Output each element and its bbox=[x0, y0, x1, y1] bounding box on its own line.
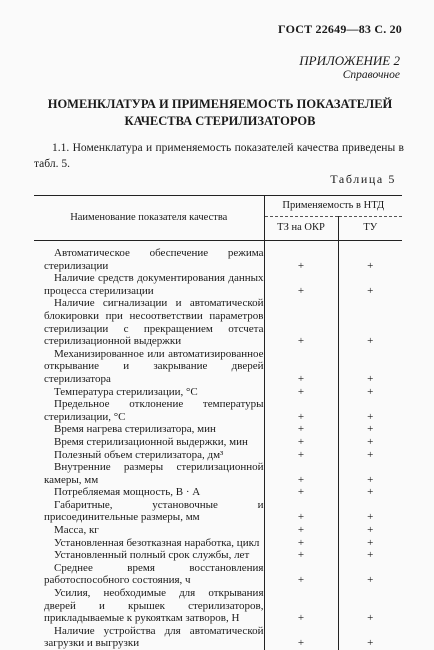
tz-applicability-mark: + bbox=[264, 461, 338, 486]
tu-applicability-mark: + bbox=[338, 524, 402, 537]
document-title-line-2: КАЧЕСТВА СТЕРИЛИЗАТОРОВ bbox=[40, 113, 400, 130]
indicator-name-text: Предельное отклонение температуры стерилизации, °С bbox=[34, 398, 264, 423]
tz-applicability-mark: + bbox=[264, 398, 338, 423]
tu-applicability-mark: + bbox=[338, 562, 402, 587]
table-row bbox=[34, 562, 402, 587]
indicator-name bbox=[34, 499, 264, 524]
indicator-name-text: Время стерилизационной выдержки, мин bbox=[34, 436, 264, 449]
table-row bbox=[34, 423, 402, 436]
table-row bbox=[34, 449, 402, 462]
tz-applicability-mark: + bbox=[264, 436, 338, 449]
indicator-name-text: Потребляемая мощность, В · А bbox=[34, 486, 264, 499]
table-row bbox=[34, 436, 402, 449]
indicator-name-text: Установленная безотказная наработка, цикл bbox=[34, 537, 264, 550]
tz-applicability-mark: + bbox=[264, 486, 338, 499]
indicator-name bbox=[34, 461, 264, 486]
appendix-title: ПРИЛОЖЕНИЕ 2 bbox=[299, 53, 400, 68]
tz-applicability-mark: + bbox=[264, 272, 338, 297]
table-caption: Таблица 5 bbox=[330, 172, 396, 187]
indicator-name-text: Внутренние размеры стерилизационной камеры, мм bbox=[34, 461, 264, 486]
tu-applicability-mark: + bbox=[338, 423, 402, 436]
document-title bbox=[40, 96, 400, 130]
indicator-name-text: Автоматическое обеспечение режима стерилизации bbox=[34, 247, 264, 272]
tu-applicability-mark: + bbox=[338, 348, 402, 386]
tz-applicability-mark: + bbox=[264, 449, 338, 462]
indicator-name bbox=[34, 537, 264, 550]
indicator-name-text: Установленный полный срок службы, лет bbox=[34, 549, 264, 562]
table-row bbox=[34, 348, 402, 386]
indicator-name-text: Наличие устройства для автоматической загрузки и выгрузки bbox=[34, 625, 264, 650]
tu-applicability-mark: + bbox=[338, 587, 402, 625]
tz-applicability-mark: + bbox=[264, 537, 338, 550]
quality-indicators-table bbox=[34, 195, 402, 650]
intro-paragraph: 1.1. Номенклатура и применяемость показателей качества приведены в табл. 5. bbox=[34, 140, 404, 172]
indicator-name bbox=[34, 348, 264, 386]
indicator-name bbox=[34, 449, 264, 462]
indicator-name bbox=[34, 398, 264, 423]
tz-applicability-mark: + bbox=[264, 587, 338, 625]
indicator-name bbox=[34, 587, 264, 625]
indicator-name bbox=[34, 386, 264, 399]
tz-applicability-mark: + bbox=[264, 549, 338, 562]
tu-applicability-mark: + bbox=[338, 625, 402, 650]
document-title-line-1: НОМЕНКЛАТУРА И ПРИМЕНЯЕМОСТЬ ПОКАЗАТЕЛЕЙ bbox=[40, 96, 400, 113]
table-row bbox=[34, 297, 402, 347]
tu-applicability-mark: + bbox=[338, 549, 402, 562]
indicator-name bbox=[34, 562, 264, 587]
tz-applicability-mark: + bbox=[264, 423, 338, 436]
tu-applicability-mark: + bbox=[338, 461, 402, 486]
indicator-name bbox=[34, 524, 264, 537]
indicator-name-text: Наличие средств документирования данных процесса стерилизации bbox=[34, 272, 264, 297]
table-row bbox=[34, 587, 402, 625]
indicator-name-text: Полезный объем стерилизатора, дм³ bbox=[34, 449, 264, 462]
indicator-name-text: Время нагрева стерилизатора, мин bbox=[34, 423, 264, 436]
column-header-tz: ТЗ на ОКР bbox=[264, 217, 338, 241]
tu-applicability-mark: + bbox=[338, 386, 402, 399]
indicator-name-text: Наличие сигнализации и автоматической блокировки при несоответствии параметров стерилизации с прекращением отсчета стерилизационной выдержки bbox=[34, 297, 264, 347]
tu-applicability-mark: + bbox=[338, 537, 402, 550]
indicator-name bbox=[34, 272, 264, 297]
tz-applicability-mark: + bbox=[264, 348, 338, 386]
indicator-name bbox=[34, 423, 264, 436]
table-row bbox=[34, 499, 402, 524]
table-row bbox=[34, 398, 402, 423]
tu-applicability-mark: + bbox=[338, 499, 402, 524]
table-row bbox=[34, 241, 402, 273]
indicator-name bbox=[34, 625, 264, 650]
tu-applicability-mark: + bbox=[338, 241, 402, 273]
page-header: ГОСТ 22649—83 С. 20 bbox=[278, 22, 402, 37]
tu-applicability-mark: + bbox=[338, 272, 402, 297]
tu-applicability-mark: + bbox=[338, 398, 402, 423]
indicator-name-text: Среднее время восстановления работоспособного состояния, ч bbox=[34, 562, 264, 587]
tu-applicability-mark: + bbox=[338, 486, 402, 499]
indicator-name bbox=[34, 436, 264, 449]
indicator-name-text: Механизированное или автоматизированное открывание и закрывание дверей стерилизатора bbox=[34, 348, 264, 386]
indicator-name bbox=[34, 486, 264, 499]
column-header-applicability: Применяемость в НТД bbox=[264, 196, 402, 217]
tz-applicability-mark: + bbox=[264, 625, 338, 650]
tz-applicability-mark: + bbox=[264, 524, 338, 537]
indicator-name-text: Габаритные, установочные и присоединительные размеры, мм bbox=[34, 499, 264, 524]
tu-applicability-mark: + bbox=[338, 436, 402, 449]
tz-applicability-mark: + bbox=[264, 241, 338, 273]
table-row bbox=[34, 549, 402, 562]
column-header-name: Наименование показателя качества bbox=[34, 196, 264, 241]
indicator-name-text: Температура стерилизации, °С bbox=[34, 386, 264, 399]
appendix-block bbox=[299, 53, 400, 83]
tz-applicability-mark: + bbox=[264, 297, 338, 347]
table-row bbox=[34, 537, 402, 550]
indicator-name-text: Усилия, необходимые для открывания дверей и крышек стерилизаторов, прикладываемые к рукояткам затворов, Н bbox=[34, 587, 264, 625]
tz-applicability-mark: + bbox=[264, 386, 338, 399]
tz-applicability-mark: + bbox=[264, 499, 338, 524]
indicator-name bbox=[34, 549, 264, 562]
column-header-tu: ТУ bbox=[338, 217, 402, 241]
tu-applicability-mark: + bbox=[338, 297, 402, 347]
tu-applicability-mark: + bbox=[338, 449, 402, 462]
appendix-subtitle: Справочное bbox=[299, 68, 400, 83]
table-row bbox=[34, 486, 402, 499]
table-row bbox=[34, 386, 402, 399]
table-row bbox=[34, 461, 402, 486]
tz-applicability-mark: + bbox=[264, 562, 338, 587]
table-row bbox=[34, 625, 402, 650]
table-row bbox=[34, 524, 402, 537]
indicator-name-text: Масса, кг bbox=[34, 524, 264, 537]
table-body bbox=[34, 241, 402, 650]
indicator-name bbox=[34, 241, 264, 273]
indicator-name bbox=[34, 297, 264, 347]
table-row bbox=[34, 272, 402, 297]
